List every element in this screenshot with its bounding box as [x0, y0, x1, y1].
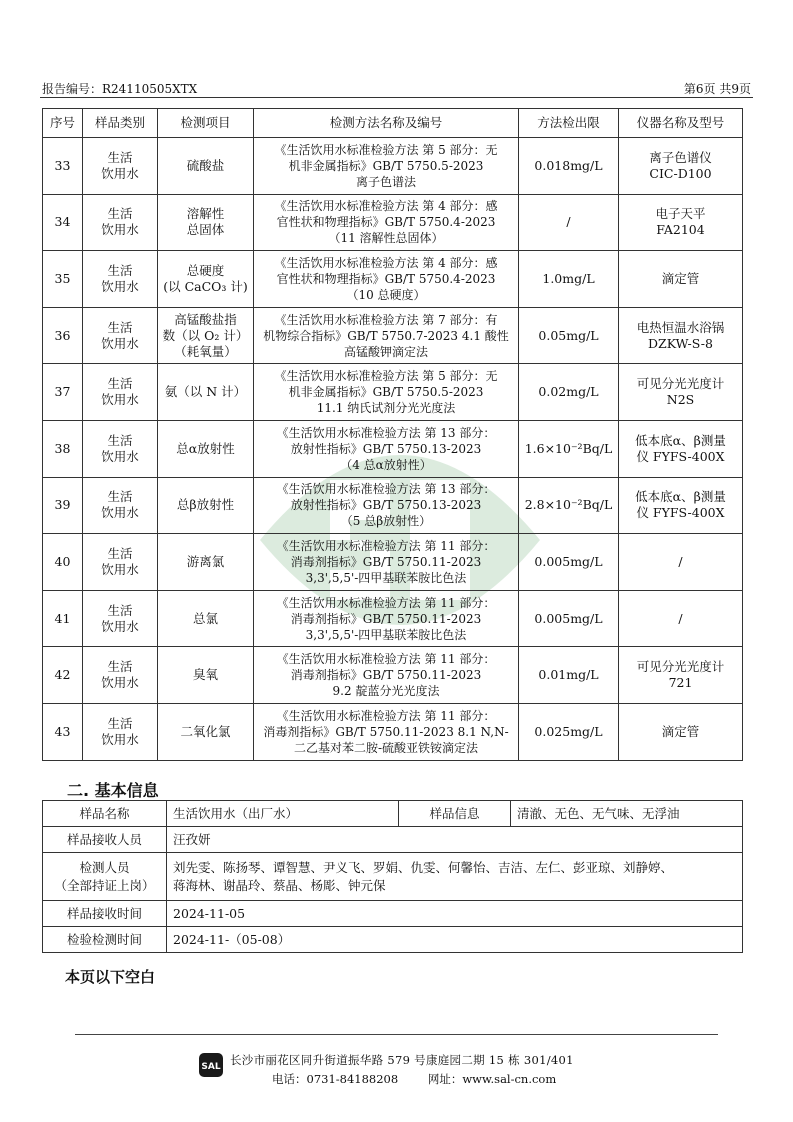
no-cell — [43, 534, 83, 591]
svg-text:SAL: SAL — [201, 1062, 221, 1072]
no-cell-text: 40 — [54, 553, 71, 569]
col-limit: 方法检出限 — [519, 109, 619, 138]
instrument-cell — [619, 194, 743, 251]
instrument-cell — [619, 364, 743, 421]
category-cell — [83, 590, 158, 647]
category-cell — [83, 647, 158, 704]
item-cell — [158, 307, 254, 364]
limit-cell — [519, 138, 619, 195]
method-cell-text: （11 溶解性总固体） — [328, 231, 444, 246]
instrument-cell-text: CIC-D100 — [649, 165, 712, 181]
table-header-row — [43, 109, 743, 138]
test-time-label: 检验检测时间 — [43, 927, 167, 953]
category-cell-text: 饮用水 — [101, 448, 139, 464]
limit-cell — [519, 703, 619, 760]
method-cell-text: 离子色谱法 — [355, 174, 416, 189]
footer-address: 长沙市丽花区同升街道振华路 579 号康庭园二期 15 栋 301/401 — [230, 1053, 574, 1067]
no-cell-text: 38 — [54, 440, 71, 456]
method-cell — [254, 590, 519, 647]
instrument-cell — [619, 647, 743, 704]
no-cell — [43, 138, 83, 195]
table-row — [43, 138, 743, 195]
category-cell-text: 生活 — [107, 376, 133, 392]
method-cell — [254, 251, 519, 308]
method-cell-text: 放射性指标》GB/T 5750.13-2023 — [290, 441, 482, 456]
instrument-cell-text: 可见分光光度计 — [636, 376, 725, 392]
category-cell-text: 饮用水 — [101, 222, 139, 238]
limit-cell-text: 0.05mg/L — [538, 327, 599, 343]
category-cell-text: 生活 — [107, 489, 133, 505]
item-cell-text: 臭氧 — [192, 667, 218, 683]
sample-name-value: 生活饮用水（出厂水） — [167, 801, 399, 827]
table-row — [43, 801, 743, 827]
col-no: 序号 — [43, 109, 83, 138]
method-cell-text: 《生活饮用水标准检验方法 第 5 部分：无 — [274, 369, 498, 384]
no-cell — [43, 307, 83, 364]
method-cell-text: 消毒剂指标》GB/T 5750.11-2023 8.1 N,N- — [263, 724, 509, 739]
method-cell-text: 官性状和物理指标》GB/T 5750.4-2023 — [276, 271, 496, 286]
category-cell-text: 饮用水 — [101, 505, 139, 521]
item-cell-text: 高锰酸盐指 — [174, 311, 237, 327]
method-cell-text: 《生活饮用水标准检验方法 第 11 部分： — [276, 595, 496, 610]
category-cell-text: 生活 — [107, 545, 133, 561]
no-cell-text: 36 — [54, 327, 71, 343]
method-cell-text: （4 总α放射性） — [340, 457, 432, 472]
category-cell-text: 饮用水 — [101, 278, 139, 294]
receiver-value: 汪孜妍 — [167, 827, 743, 853]
method-cell-text: 《生活饮用水标准检验方法 第 4 部分：感 — [274, 199, 498, 214]
table-row — [43, 901, 743, 927]
method-cell-text: 《生活饮用水标准检验方法 第 11 部分： — [276, 708, 496, 723]
limit-cell-text: 1.0mg/L — [542, 270, 595, 286]
recv-time-label: 样品接收时间 — [43, 901, 167, 927]
item-cell — [158, 194, 254, 251]
no-cell-text: 37 — [54, 384, 71, 400]
limit-cell — [519, 307, 619, 364]
method-cell-text: 消毒剂指标》GB/T 5750.11-2023 — [290, 611, 482, 626]
category-cell-text: 生活 — [107, 659, 133, 675]
category-cell — [83, 420, 158, 477]
method-cell-text: 11.1 纳氏试剂分光光度法 — [316, 401, 456, 416]
instrument-cell-text: 电子天平 — [655, 206, 706, 222]
method-cell-text: 9.2 靛蓝分光光度法 — [332, 684, 440, 699]
item-cell-text: 溶解性 — [186, 206, 225, 222]
method-cell-text: 高锰酸钾滴定法 — [343, 344, 428, 359]
instrument-cell-text: / — [678, 610, 683, 626]
instrument-cell — [619, 534, 743, 591]
instrument-cell-text: 仪 FYFS-400X — [636, 448, 725, 464]
category-cell — [83, 477, 158, 534]
category-cell-text: 生活 — [107, 149, 133, 165]
method-cell — [254, 420, 519, 477]
method-cell-text: （5 总β放射性） — [340, 514, 432, 529]
no-cell — [43, 703, 83, 760]
table-row — [43, 307, 743, 364]
limit-cell-text: 0.025mg/L — [534, 723, 603, 739]
method-cell-text: 《生活饮用水标准检验方法 第 13 部分： — [276, 425, 496, 440]
limit-cell-text: 0.005mg/L — [534, 610, 603, 626]
limit-cell-text: 0.018mg/L — [534, 157, 603, 173]
item-cell-text: 数（以 O₂ 计） — [162, 327, 249, 343]
no-cell — [43, 251, 83, 308]
limit-cell-text: / — [566, 214, 571, 230]
no-cell — [43, 194, 83, 251]
item-cell — [158, 534, 254, 591]
method-cell — [254, 364, 519, 421]
method-cell-text: 3,3',5,5'-四甲基联苯胺比色法 — [305, 570, 467, 585]
instrument-cell-text: 低本底α、β测量 — [635, 489, 726, 505]
testers-label — [43, 853, 167, 901]
blank-note: 本页以下空白 — [65, 968, 156, 986]
table-row — [43, 827, 743, 853]
instrument-cell — [619, 590, 743, 647]
item-cell — [158, 251, 254, 308]
sample-info-value: 清澈、无色、无气味、无浮油 — [511, 801, 743, 827]
test-time-value: 2024-11-（05-08） — [167, 927, 743, 953]
method-cell-text: 《生活饮用水标准检验方法 第 7 部分：有 — [274, 312, 498, 327]
table-row — [43, 420, 743, 477]
category-cell-text: 生活 — [107, 262, 133, 278]
item-cell-text: 硫酸盐 — [186, 157, 225, 173]
category-cell-text: 生活 — [107, 206, 133, 222]
footer-phone: 电话：0731-84188208 — [272, 1072, 399, 1086]
item-cell-text: 总氯 — [192, 610, 218, 626]
instrument-cell — [619, 138, 743, 195]
category-cell-text: 饮用水 — [101, 335, 139, 351]
sample-name-label: 样品名称 — [43, 801, 167, 827]
category-cell-text: 饮用水 — [101, 675, 139, 691]
testers-label-line: 检测人员 — [79, 859, 130, 875]
no-cell — [43, 590, 83, 647]
method-cell-text: 《生活饮用水标准检验方法 第 5 部分：无 — [274, 142, 498, 157]
instrument-cell — [619, 307, 743, 364]
limit-cell — [519, 194, 619, 251]
item-cell — [158, 477, 254, 534]
instrument-cell-text: 离子色谱仪 — [649, 149, 712, 165]
page-number: 第6页 共9页 — [683, 82, 751, 96]
method-cell-text: 机物综合指标》GB/T 5750.7-2023 4.1 酸性 — [263, 328, 509, 343]
method-cell-text: 官性状和物理指标》GB/T 5750.4-2023 — [276, 215, 496, 230]
table-row — [43, 194, 743, 251]
method-cell-text: 放射性指标》GB/T 5750.13-2023 — [290, 498, 482, 513]
table-row — [43, 251, 743, 308]
limit-cell — [519, 251, 619, 308]
item-cell — [158, 420, 254, 477]
method-cell-text: 机非金属指标》GB/T 5750.5-2023 — [288, 385, 484, 400]
instrument-cell-text: / — [678, 553, 683, 569]
limit-cell-text: 0.005mg/L — [534, 553, 603, 569]
method-cell-text: 消毒剂指标》GB/T 5750.11-2023 — [290, 554, 482, 569]
item-cell — [158, 590, 254, 647]
testers-line: 蒋海林、谢晶玲、蔡晶、杨彫、钟元保 — [173, 877, 386, 893]
testers-label-line: （全部持证上岗） — [54, 877, 155, 893]
category-cell-text: 饮用水 — [101, 392, 139, 408]
header-divider — [40, 97, 753, 98]
instrument-cell — [619, 477, 743, 534]
category-cell-text: 生活 — [107, 715, 133, 731]
sal-logo-icon — [198, 1052, 224, 1078]
item-cell-text: 总β放射性 — [176, 497, 235, 513]
instrument-cell — [619, 420, 743, 477]
category-cell-text: 生活 — [107, 432, 133, 448]
method-cell-text: （10 总硬度） — [346, 287, 426, 302]
category-cell — [83, 534, 158, 591]
category-cell — [83, 138, 158, 195]
item-cell-text: 游离氯 — [186, 553, 225, 569]
limit-cell-text: 2.8×10⁻²Bq/L — [524, 497, 613, 513]
item-cell-text: 二氧化氯 — [180, 723, 231, 739]
instrument-cell-text: 低本底α、β测量 — [635, 432, 726, 448]
instrument-cell-text: 滴定管 — [661, 270, 700, 286]
report-number: 报告编号：R24110505XTX — [42, 82, 198, 96]
instrument-cell-text: N2S — [666, 392, 695, 408]
category-cell — [83, 703, 158, 760]
category-cell-text: 饮用水 — [101, 731, 139, 747]
col-instrument: 仪器名称及型号 — [619, 109, 743, 138]
item-cell-text: 总α放射性 — [176, 440, 235, 456]
method-cell-text: 《生活饮用水标准检验方法 第 4 部分：感 — [274, 255, 498, 270]
no-cell-text: 34 — [54, 214, 71, 230]
limit-cell-text: 0.01mg/L — [538, 667, 599, 683]
category-cell — [83, 194, 158, 251]
method-cell — [254, 307, 519, 364]
table-row — [43, 364, 743, 421]
limit-cell — [519, 420, 619, 477]
no-cell-text: 42 — [54, 667, 71, 683]
instrument-cell-text: FA2104 — [656, 222, 705, 238]
no-cell — [43, 420, 83, 477]
method-cell-text: 《生活饮用水标准检验方法 第 13 部分： — [276, 482, 496, 497]
limit-cell — [519, 590, 619, 647]
col-item: 检测项目 — [158, 109, 254, 138]
method-cell-text: 《生活饮用水标准检验方法 第 11 部分： — [276, 652, 496, 667]
recv-time-value: 2024-11-05 — [167, 901, 743, 927]
page-header — [42, 80, 751, 98]
instrument-cell — [619, 251, 743, 308]
method-cell-text: 《生活饮用水标准检验方法 第 11 部分： — [276, 538, 496, 553]
instrument-cell-text: 721 — [668, 675, 693, 691]
no-cell-text: 33 — [54, 157, 71, 173]
limit-cell — [519, 534, 619, 591]
no-cell — [43, 647, 83, 704]
limit-cell-text: 0.02mg/L — [538, 384, 599, 400]
item-cell-text: 总硬度 — [186, 262, 225, 278]
receiver-label: 样品接收人员 — [43, 827, 167, 853]
method-cell-text: 二乙基对苯二胺-硫酸亚铁铵滴定法 — [293, 740, 479, 755]
category-cell-text: 生活 — [107, 602, 133, 618]
method-cell — [254, 703, 519, 760]
instrument-cell-text: 可见分光光度计 — [636, 659, 725, 675]
no-cell-text: 43 — [54, 723, 71, 739]
method-cell-text: 消毒剂指标》GB/T 5750.11-2023 — [290, 668, 482, 683]
instrument-cell-text: 仪 FYFS-400X — [636, 505, 725, 521]
table-row — [43, 703, 743, 760]
item-cell — [158, 364, 254, 421]
method-cell — [254, 477, 519, 534]
col-category: 样品类别 — [83, 109, 158, 138]
category-cell-text: 生活 — [107, 319, 133, 335]
instrument-cell-text: 电热恒温水浴锅 — [636, 319, 725, 335]
instrument-cell-text: DZKW-S-8 — [648, 335, 713, 351]
table-row — [43, 534, 743, 591]
limit-cell — [519, 364, 619, 421]
table-row — [43, 590, 743, 647]
footer-website: 网址：www.sal-cn.com — [427, 1072, 557, 1086]
instrument-cell — [619, 703, 743, 760]
method-table — [42, 108, 743, 761]
category-cell-text: 饮用水 — [101, 165, 139, 181]
instrument-cell-text: 滴定管 — [661, 723, 700, 739]
item-cell-text: （耗氧量） — [174, 343, 237, 359]
section-heading: 二. 基本信息 — [67, 781, 159, 800]
category-cell — [83, 364, 158, 421]
method-cell — [254, 647, 519, 704]
method-cell — [254, 194, 519, 251]
limit-cell-text: 1.6×10⁻²Bq/L — [524, 440, 613, 456]
category-cell — [83, 307, 158, 364]
footer-contact — [272, 1071, 582, 1087]
item-cell-text: (以 CaCO₃ 计) — [163, 278, 248, 294]
sample-info-label: 样品信息 — [399, 801, 511, 827]
table-row — [43, 477, 743, 534]
no-cell-text: 41 — [54, 610, 71, 626]
table-row — [43, 647, 743, 704]
table-row — [43, 927, 743, 953]
item-cell-text: 总固体 — [186, 222, 225, 238]
col-method: 检测方法名称及编号 — [254, 109, 519, 138]
item-cell — [158, 647, 254, 704]
table-row — [43, 853, 743, 901]
no-cell — [43, 477, 83, 534]
no-cell-text: 39 — [54, 497, 71, 513]
item-cell-text: 氨（以 N 计） — [164, 384, 247, 400]
limit-cell — [519, 647, 619, 704]
basic-info-table — [42, 800, 743, 953]
method-cell-text: 机非金属指标》GB/T 5750.5-2023 — [288, 158, 484, 173]
no-cell — [43, 364, 83, 421]
method-cell — [254, 534, 519, 591]
testers-value — [167, 853, 743, 901]
item-cell — [158, 703, 254, 760]
no-cell-text: 35 — [54, 270, 71, 286]
method-cell-text: 3,3',5,5'-四甲基联苯胺比色法 — [305, 627, 467, 642]
method-cell — [254, 138, 519, 195]
footer-divider — [75, 1034, 718, 1035]
category-cell-text: 饮用水 — [101, 561, 139, 577]
limit-cell — [519, 477, 619, 534]
testers-line: 刘先雯、陈扬琴、谭智慧、尹义飞、罗娟、仇雯、何馨怡、吉洁、左仁、彭亚琼、刘静婷、 — [173, 859, 674, 875]
category-cell — [83, 251, 158, 308]
item-cell — [158, 138, 254, 195]
category-cell-text: 饮用水 — [101, 618, 139, 634]
